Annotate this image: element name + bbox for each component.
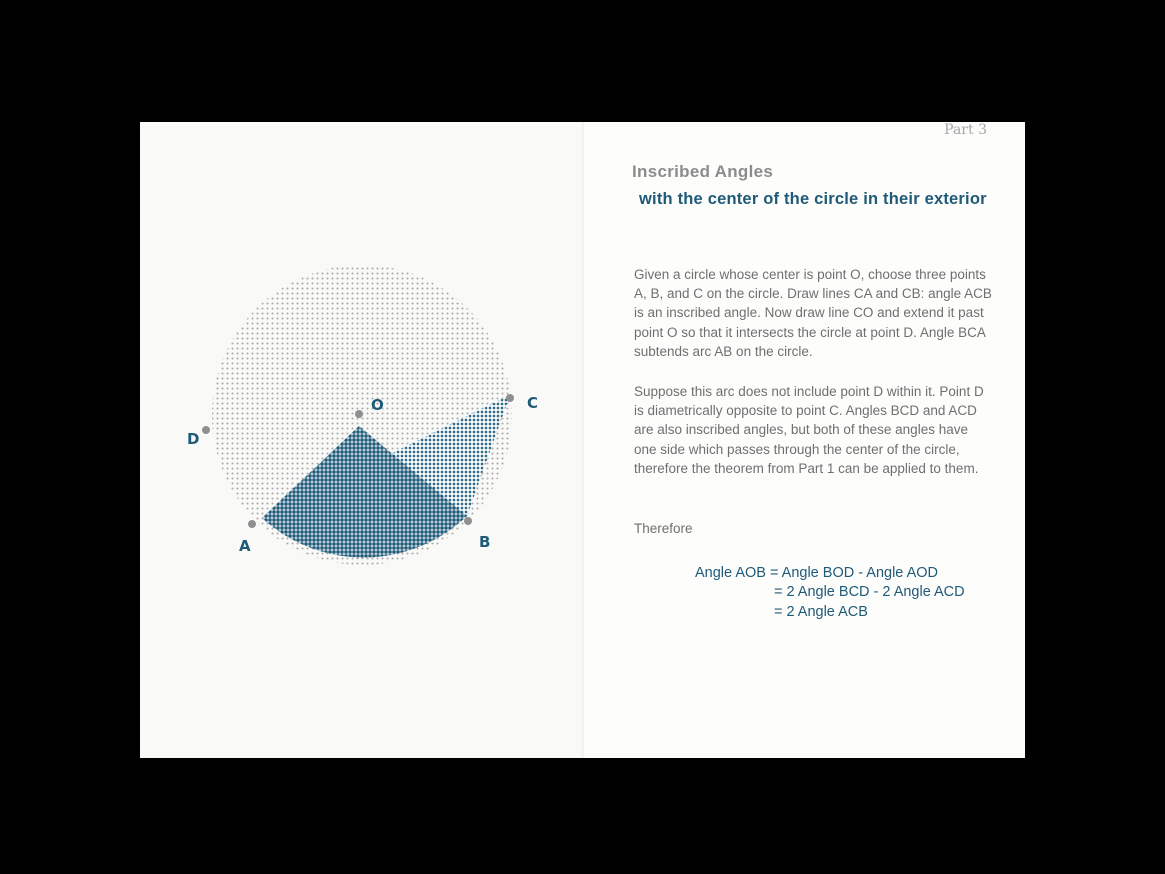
point-d-marker [202, 426, 210, 434]
point-o-label: O [371, 396, 384, 414]
point-a-label: A [239, 537, 251, 555]
left-page [140, 126, 584, 758]
booklet-spread [140, 122, 1025, 758]
page-title: Inscribed Angles [632, 162, 774, 181]
point-o-marker [355, 410, 363, 418]
paragraph-therefore: Therefore [634, 521, 693, 536]
point-d-label: D [187, 430, 200, 448]
part-label: Part 3 [944, 122, 987, 138]
point-c-label: C [527, 394, 539, 412]
paragraph-given: Given a circle whose center is point O, choose three points A, B, and C on the circle. Draw lines CA and CB: angle ACB is an inscribed angle. Now draw line CO and extend it past point O so that it intersects the circle at point D. Angle BCA subtends arc AB on the circle. [634, 267, 992, 359]
inscribed-angle-diagram [140, 126, 584, 758]
page-subtitle: with the center of the circle in their exterior [639, 190, 987, 208]
equation-line-2: = 2 Angle BCD - 2 Angle ACD [774, 584, 965, 600]
point-a-marker [248, 520, 256, 528]
paragraph-suppose: Suppose this arc does not include point D within it. Point D is diametrically opposite to point C. Angles BCD and ACD are also inscribed angles, but both of these angles have one side which passes through the center of the circle, therefore the theorem from Part 1 can be applied to them. [634, 384, 984, 476]
equation-line-3: = 2 Angle ACB [774, 604, 868, 620]
point-c-marker [506, 394, 514, 402]
point-b-marker [464, 517, 472, 525]
right-page [584, 122, 1025, 758]
point-b-label: B [479, 533, 491, 551]
equation-line-1: Angle AOB = Angle BOD - Angle AOD [695, 565, 939, 581]
